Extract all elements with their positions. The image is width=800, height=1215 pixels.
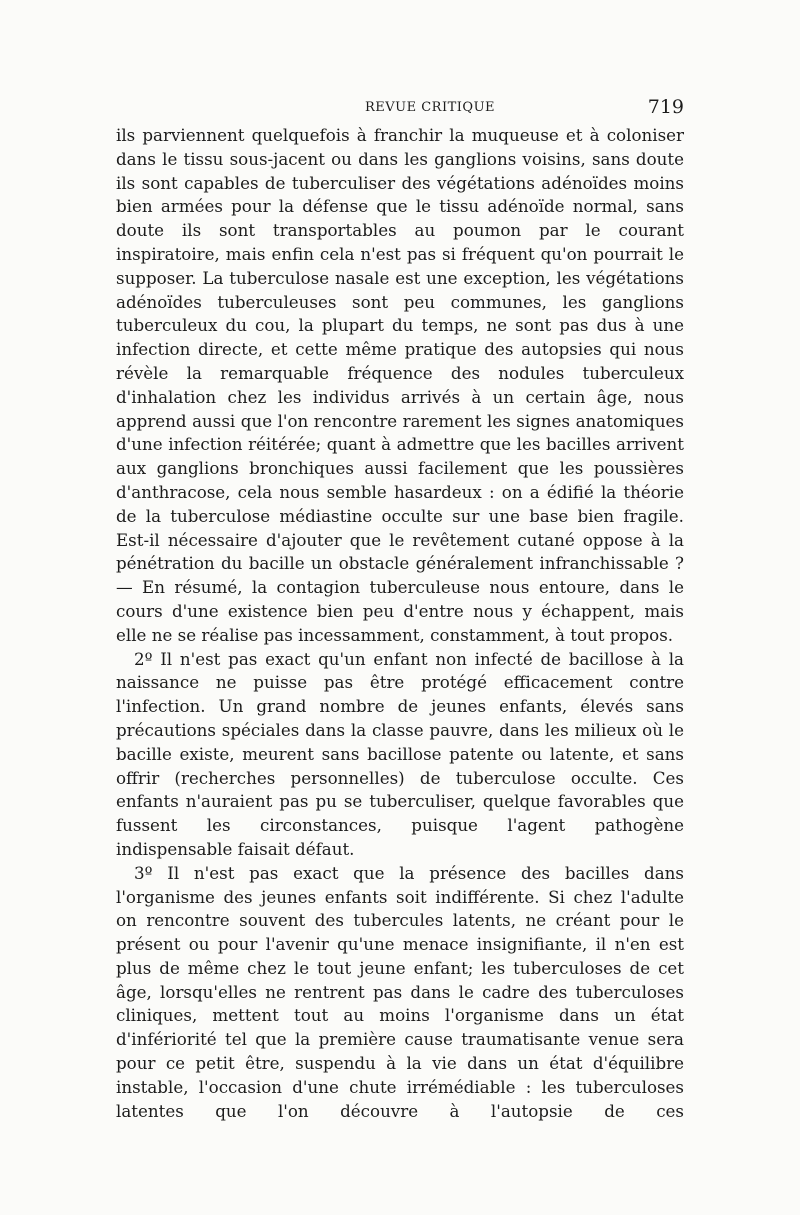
text-block — [116, 94, 684, 1123]
running-title: REVUE CRITIQUE — [364, 100, 496, 115]
paragraph-point-2: 2º Il n'est pas exact qu'un enfant non infecté de bacillose à la naissance ne puisse pas être protégé efficacement contre l'infection. Un grand nombre de jeunes enfants, élevés sans précautions spéciales dans la classe pauvre, dans les milieux où le bacille existe, meurent sans bacillose patente ou latente, et sans offrir (recherches personnelles) de tuberculose occulte. Ces enfants n'auraient pas pu se tuberculiser, quelque favorables que fussent les circonstances, puisque l'agent pathogène indispensable faisait défaut. — [116, 648, 684, 859]
paragraph-continued: ils parviennent quelquefois à franchir la muqueuse et à coloniser dans le tissu sous-jacent ou dans les ganglions voisins, sans doute ils sont capables de tuberculiser des végétations adénoïdes moins bien armées pour la défense que le tissu adénoïde normal, sans doute ils sont transportables au poumon par le courant inspiratoire, mais enfin cela n'est pas si fréquent qu'on pourrait le supposer. La tuberculose nasale est une exception, les végétations adénoïdes tuberculeuses sont peu communes, les ganglions tuberculeux du cou, la plupart du temps, ne sont pas dus à une infection directe, et cette même pratique des autopsies qui nous révèle la remarquable fréquence des nodules tuberculeux d'inhalation chez les individus arrivés à un certain âge, nous apprend aussi que l'on rencontre rarement les signes anatomiques d'une infection réitérée; quant à admettre que les bacilles arrivent aux ganglions bronchiques aussi facilement que les poussières d'anthracose, cela nous semble hasardeux : on a édifié la théorie de la tuberculose médiastine occulte sur une base bien fragile. Est-il nécessaire d'ajouter que le revêtement cutané oppose à la pénétration du bacille un obstacle généralement infranchissable ? — En résumé, la contagion tuberculeuse nous entoure, dans le cours d'une existence bien peu d'entre nous y échappent, mais elle ne se réalise pas incessamment, constamment, à tout propos. — [116, 125, 684, 645]
paragraph-point-3: 3º Il n'est pas exact que la présence des bacilles dans l'organisme des jeunes enfants soit indifférente. Si chez l'adulte on rencontre souvent des tubercules latents, ne créant pour le présent ou pour l'avenir qu'une menace insignifiante, il n'en est plus de même chez le tout jeune enfant; les tuberculoses de cet âge, lorsqu'elles ne rentrent pas dans le cadre des tuberculoses cliniques, mettent tout au moins l'organisme dans un état d'infériorité tel que la première cause traumatisante venue sera pour ce petit être, suspendu à la vie dans un état d'équilibre instable, l'occasion d'une chute irrémédiable : les tuberculoses latentes que l'on découvre à l'autopsie de ces — [116, 862, 684, 1121]
page-number: 719 — [647, 96, 684, 118]
running-head — [116, 94, 684, 124]
